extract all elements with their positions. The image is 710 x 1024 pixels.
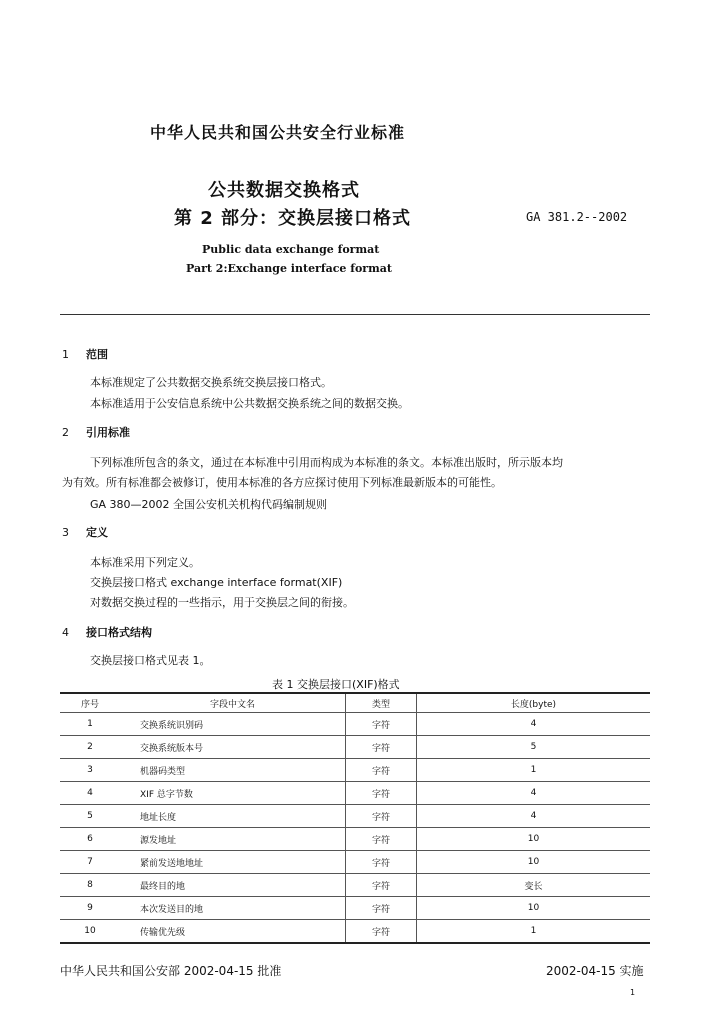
cell-seq: 4 xyxy=(60,782,120,805)
table-row xyxy=(60,713,650,736)
section-4-para-1: 交换层接口格式见表 1。 xyxy=(90,654,211,667)
standard-code: GA 381.2--2002 xyxy=(526,210,628,224)
table-row xyxy=(60,736,650,759)
cell-seq: 1 xyxy=(60,713,120,736)
cell-seq: 5 xyxy=(60,805,120,828)
col-header-field: 字段中文名 xyxy=(120,693,346,713)
cell-field: 地址长度 xyxy=(120,805,346,828)
table-row xyxy=(60,805,650,828)
english-subtitle: Part 2:Exchange interface format xyxy=(186,262,392,275)
table-row xyxy=(60,897,650,920)
table-row xyxy=(60,851,650,874)
section-3-para-1: 本标准采用下列定义。 xyxy=(90,556,200,569)
standard-title: 公共数据交换格式 xyxy=(208,180,360,201)
cell-type: 字符 xyxy=(346,874,417,897)
section-2-para-1: 下列标准所包含的条文，通过在本标准中引用而构成为本标准的条文。本标准出版时，所示版本均 xyxy=(90,456,563,469)
cell-length: 10 xyxy=(417,828,651,851)
cell-seq: 9 xyxy=(60,897,120,920)
cell-type: 字符 xyxy=(346,759,417,782)
cell-type: 字符 xyxy=(346,713,417,736)
table-row xyxy=(60,759,650,782)
cell-field: 最终目的地 xyxy=(120,874,346,897)
section-4-heading: 4 接口格式结构 xyxy=(62,626,152,639)
cell-seq: 3 xyxy=(60,759,120,782)
cell-field: 本次发送目的地 xyxy=(120,897,346,920)
implementation-footer: 2002-04-15 实施 xyxy=(546,964,644,978)
cell-length: 4 xyxy=(417,713,651,736)
table-row xyxy=(60,782,650,805)
cell-type: 字符 xyxy=(346,782,417,805)
cell-type: 字符 xyxy=(346,851,417,874)
cell-field: 传输优先级 xyxy=(120,920,346,944)
cell-length: 1 xyxy=(417,759,651,782)
section-2-reference: GA 380—2002 全国公安机关机构代码编制规则 xyxy=(90,498,328,511)
english-title: Public data exchange format xyxy=(202,243,380,256)
table-header-row xyxy=(60,693,650,713)
cell-seq: 2 xyxy=(60,736,120,759)
cell-field: XIF 总字节数 xyxy=(120,782,346,805)
cell-field: 交换系统识别码 xyxy=(120,713,346,736)
table-caption: 表 1 交换层接口(XIF)格式 xyxy=(272,678,400,691)
cell-type: 字符 xyxy=(346,828,417,851)
section-1-heading: 1 范围 xyxy=(62,348,108,361)
table-row xyxy=(60,920,650,944)
section-1-para-1: 本标准规定了公共数据交换系统交换层接口格式。 xyxy=(90,376,332,389)
cell-length: 10 xyxy=(417,897,651,920)
approval-footer: 中华人民共和国公安部 2002-04-15 批准 xyxy=(60,964,282,978)
cell-length: 4 xyxy=(417,782,651,805)
section-2-heading: 2 引用标准 xyxy=(62,426,130,439)
cell-type: 字符 xyxy=(346,736,417,759)
table-row xyxy=(60,874,650,897)
section-1-para-2: 本标准适用于公安信息系统中公共数据交换系统之间的数据交换。 xyxy=(90,397,409,410)
cell-seq: 7 xyxy=(60,851,120,874)
cell-field: 机器码类型 xyxy=(120,759,346,782)
title-rule xyxy=(60,314,650,315)
cell-type: 字符 xyxy=(346,920,417,944)
cell-field: 交换系统版本号 xyxy=(120,736,346,759)
col-header-seq: 序号 xyxy=(60,693,120,713)
col-header-length: 长度(byte) xyxy=(417,693,651,713)
cell-type: 字符 xyxy=(346,897,417,920)
cell-type: 字符 xyxy=(346,805,417,828)
table-row xyxy=(60,828,650,851)
cell-seq: 8 xyxy=(60,874,120,897)
cell-length: 5 xyxy=(417,736,651,759)
col-header-type: 类型 xyxy=(346,693,417,713)
cell-length: 10 xyxy=(417,851,651,874)
section-3-term: 交换层接口格式 exchange interface format(XIF) xyxy=(90,576,343,589)
section-3-definition: 对数据交换过程的一些指示，用于交换层之间的衔接。 xyxy=(90,596,354,609)
section-3-heading: 3 定义 xyxy=(62,526,108,539)
page-number: 1 xyxy=(630,988,636,997)
cell-field: 紧前发送地地址 xyxy=(120,851,346,874)
agency-header: 中华人民共和国公共安全行业标准 xyxy=(150,123,406,142)
standard-subtitle: 第 2 部分：交换层接口格式 xyxy=(174,208,412,229)
section-2-para-2: 为有效。所有标准都会被修订，使用本标准的各方应探讨使用下列标准最新版本的可能性。 xyxy=(62,476,502,489)
interface-format-table xyxy=(60,692,650,944)
cell-length: 1 xyxy=(417,920,651,944)
cell-field: 源发地址 xyxy=(120,828,346,851)
cell-seq: 6 xyxy=(60,828,120,851)
cell-length: 4 xyxy=(417,805,651,828)
cell-seq: 10 xyxy=(60,920,120,944)
cell-length: 变长 xyxy=(417,874,651,897)
